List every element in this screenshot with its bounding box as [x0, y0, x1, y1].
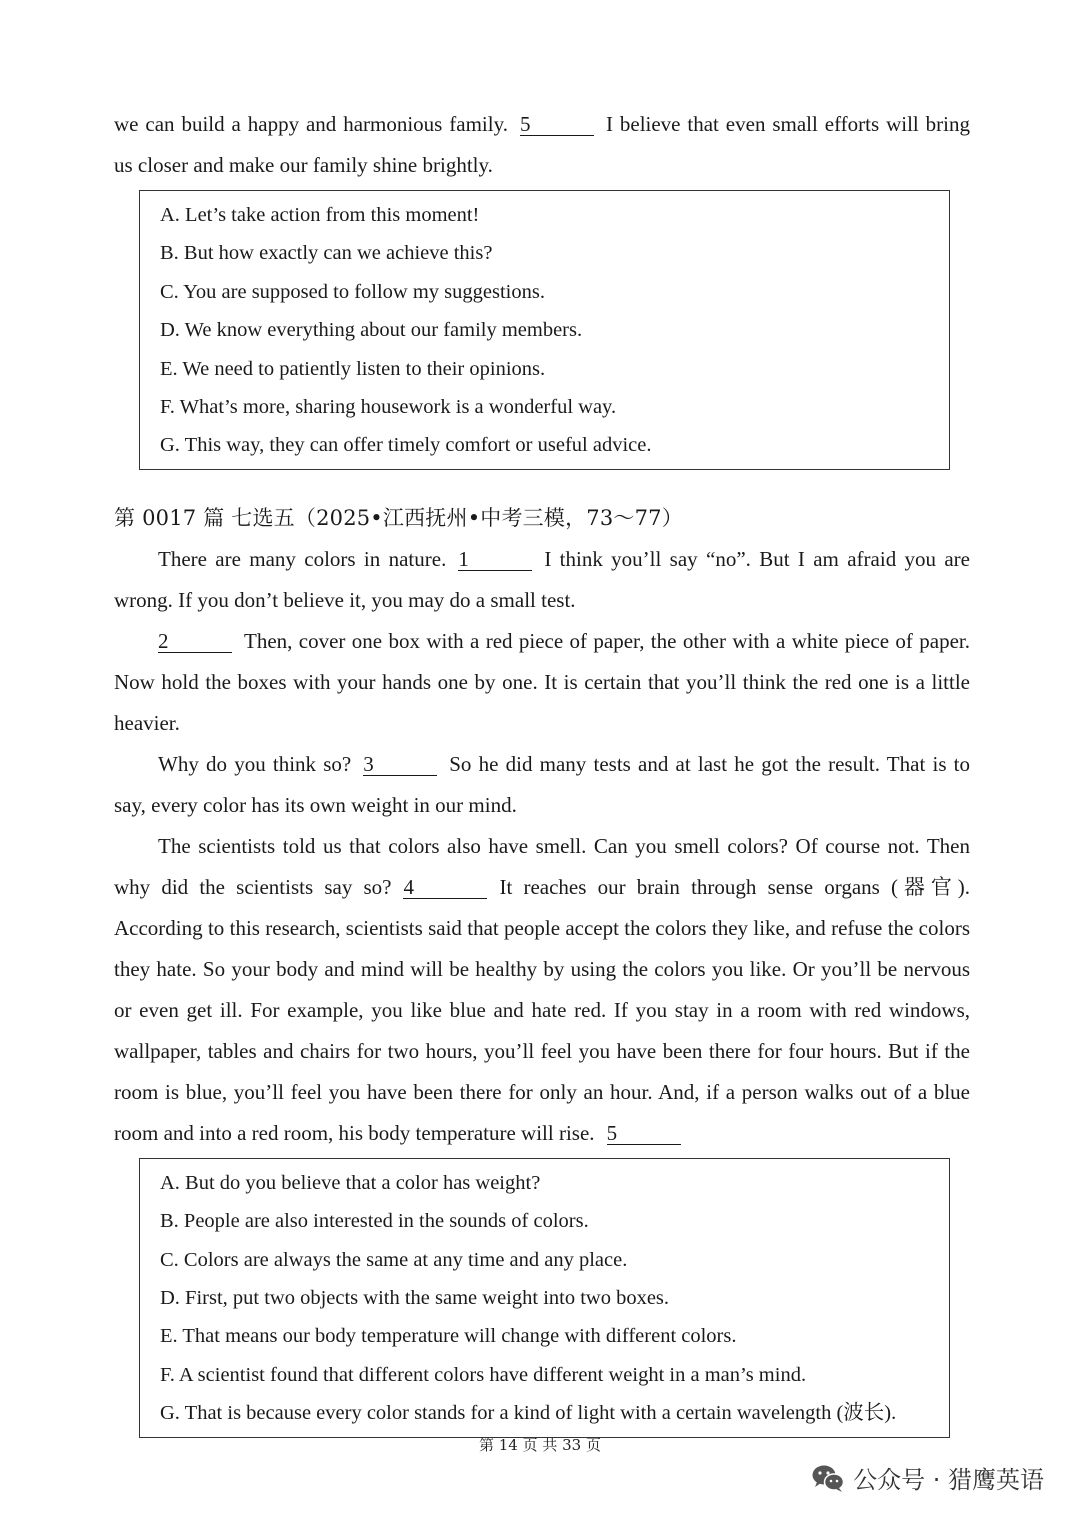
text-segment: It reaches our brain through sense organs (器官). According to this research, scientists said that people accept the colors they like, and refuse the colors they hate. So your body and mind will be healthy by using the colors you like. Or you’ll be nervous or even get ill. For example, you like blue and hate red. If you stay in a room with red windows, wallpaper, tables and chairs for two hours, you’ll feel you have been there for four hours. But if the room is blue, you’ll feel you have been there for only an hour. And, if a person walks out of a blue room and into a red room, his body temperature will rise. — [114, 874, 970, 1145]
option-item: D. First, put two objects with the same weight into two boxes. — [160, 1287, 670, 1310]
paragraph-3 — [114, 744, 970, 826]
option-item: A. Let’s take action from this moment! — [160, 204, 480, 226]
answer-blank: 5 — [607, 1122, 681, 1145]
answer-blank: 5 — [520, 113, 594, 136]
answer-blank: 1 — [458, 548, 532, 571]
text-segment: The scientists told us that colors also have smell. Can you smell colors? Of course not. Then why did the scientists say so? — [114, 833, 970, 899]
page-footer: 第 14 页 共 33 页 — [478, 1436, 601, 1454]
text-segment: we can build a happy and harmonious family. — [114, 112, 508, 136]
option-item: G. That is because every color stands for a kind of light with a certain wavelength (波长). — [160, 1402, 897, 1425]
option-item: F. A scientist found that different colors have different weight in a man’s mind. — [160, 1363, 807, 1386]
answer-blank: 2 — [158, 630, 232, 653]
options-box-section — [139, 1158, 950, 1438]
paragraph-4 — [114, 826, 970, 1154]
option-item: E. We need to patiently listen to their opinions. — [160, 357, 546, 380]
paragraph-prev-ending — [114, 104, 970, 186]
text-segment: There are many colors in nature. — [158, 546, 447, 571]
watermark — [811, 1460, 1044, 1495]
section-heading: 第 0017 篇 七选五（2025•江西抚州•中考三模，73～77） — [114, 505, 683, 530]
text-segment: I believe that even small efforts will bring us closer and make our family shine brightly. — [114, 112, 970, 177]
wechat-icon — [811, 1463, 845, 1493]
option-item: E. That means our body temperature will change with different colors. — [160, 1325, 737, 1348]
document-page — [114, 104, 970, 1438]
option-item: C. Colors are always the same at any time and any place. — [160, 1248, 628, 1271]
text-segment: Then, cover one box with a red piece of paper, the other with a white piece of paper. Now hold the boxes with your hands one by one. It is certain that you’ll think the red one is a little heavier. — [114, 628, 970, 735]
option-item: A. But do you believe that a color has weight? — [160, 1171, 541, 1194]
option-item: F. What’s more, sharing housework is a wonderful way. — [160, 396, 617, 419]
option-item: D. We know everything about our family members. — [160, 319, 583, 342]
paragraph-1 — [114, 539, 970, 621]
option-item: B. People are also interested in the sounds of colors. — [160, 1210, 589, 1233]
paragraph-2 — [114, 621, 970, 744]
text-segment: Why do you think so? — [158, 751, 352, 776]
options-box-prev — [139, 190, 950, 470]
answer-blank: 3 — [363, 753, 437, 776]
option-item: G. This way, they can offer timely comfort or useful advice. — [160, 434, 652, 457]
option-item: B. But how exactly can we achieve this? — [160, 242, 493, 265]
option-item: C. You are supposed to follow my suggestions. — [160, 280, 545, 303]
text-segment: I think you’ll say “no”. But I am afraid you are wrong. If you don’t believe it, you may do a small test. — [114, 546, 970, 612]
text-segment: So he did many tests and at last he got the result. That is to say, every color has its own weight in our mind. — [114, 751, 971, 817]
answer-blank: 4 — [403, 876, 487, 899]
watermark-text: 公众号 · 猎鹰英语 — [853, 1466, 1044, 1494]
